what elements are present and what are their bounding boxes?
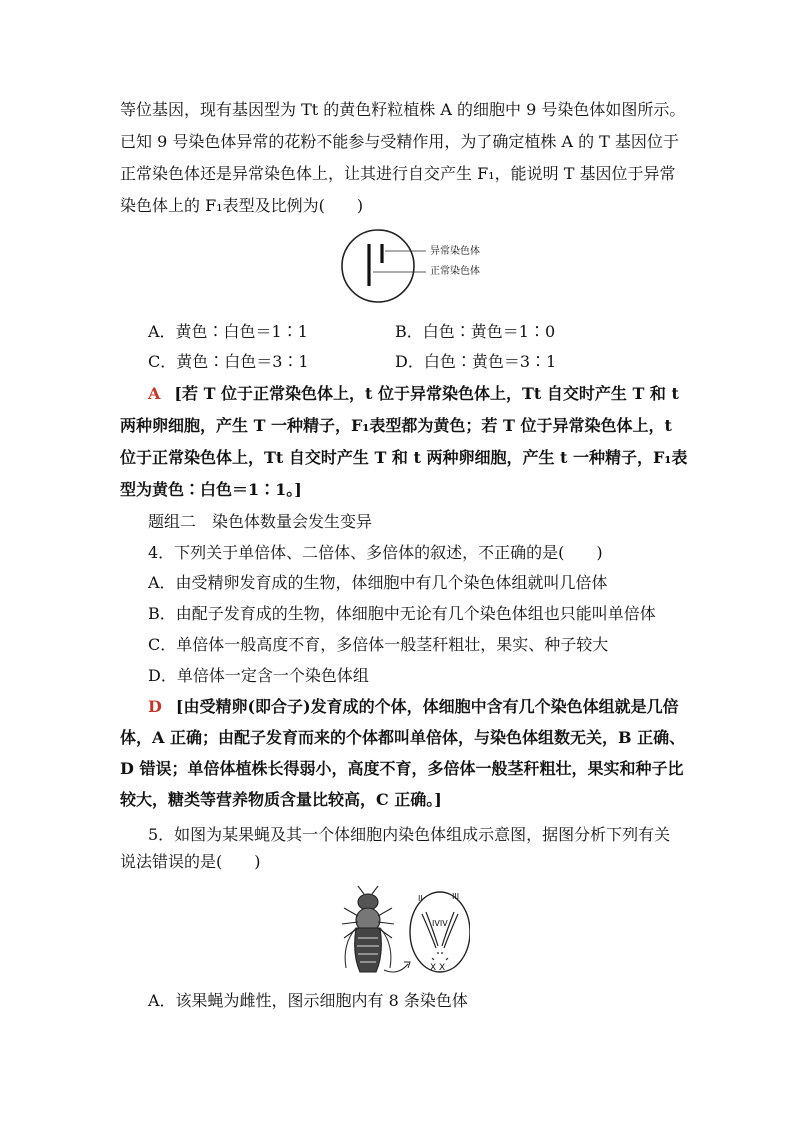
chromosome-label-ii: II [418,894,423,903]
q3-explanation-line-3: 位于正常染色体上，Tt 自交时产生 T 和 t 两种卵细胞，产生 t 一种精子，F₁表 [120,448,688,467]
q4-option-b: B．由配子发育成的生物，体细胞中无论有几个染色体组也只能叫单倍体 [148,604,656,623]
q3-answer-letter: A [148,384,161,403]
q3-explanation-line-2: 两种卵细胞，产生 T 一种精子，F₁表型都为黄色；若 T 位于异常染色体上，t [120,416,672,435]
normal-chromosome-label: 正常染色体 [430,266,480,277]
q4-explanation-line-1 [148,697,679,717]
q4-stem: 4．下列关于单倍体、二倍体、多倍体的叙述，不正确的是( ) [148,543,603,562]
q3-stem-line-2: 已知 9 号染色体异常的花粉不能参与受精作用，为了确定植株 A 的 T 基因位于 [120,132,679,151]
q4-explanation-line-2: 体，A 正确；由配子发育而来的个体都叫单倍体，与染色体组数无关，B 正确、 [120,728,686,747]
q4-explanation-text-1: [由受精卵(即合子)发育成的个体，体细胞中含有几个染色体组就是几倍 [175,697,679,716]
q3-stem-line-4: 染色体上的 F₁表型及比例为( ) [120,196,364,215]
q4-option-c: C．单倍体一般高度不育，多倍体一般茎秆粗壮，果实、种子较大 [148,635,609,654]
q3-option-c: C．黄色∶白色＝3∶1 [148,352,309,371]
q4-option-d: D．单倍体一定含一个染色体组 [148,666,369,685]
q3-stem-line-3: 正常染色体还是异常染色体上，让其进行自交产生 F₁，能说明 T 基因位于异常 [120,164,676,183]
abnormal-chromosome-label: 异常染色体 [430,246,480,257]
fruit-fly-drawing [342,886,394,972]
chromosome-label-xx: X X [430,963,446,973]
q3-explanation-line-4: 型为黄色∶白色＝1∶1。] [120,480,302,499]
q5-stem-line-1: 5．如图为某果蝇及其一个体细胞内染色体组成示意图，据图分析下列有关 [148,825,671,844]
chromosome-label-iii: III [452,892,460,901]
q3-option-a: A．黄色∶白色＝1∶1 [148,322,308,341]
q3-option-d: D．白色∶黄色＝3∶1 [395,352,557,371]
q4-explanation-line-3: D 错误；单倍体植株长得弱小，高度不育，多倍体一般茎秆粗壮，果实和种子比 [120,759,684,778]
q4-option-a: A．由受精卵发育成的生物，体细胞中有几个染色体组就叫几倍体 [148,573,608,592]
q5-stem-line-2: 说法错误的是( ) [120,852,261,871]
q5-option-a: A．该果蝇为雌性，图示细胞内有 8 条染色体 [148,991,468,1010]
pointer-arrow [384,964,408,972]
fruit-fly-figure [338,884,470,980]
q4-answer-letter: D [148,697,162,716]
chromosome-cell-figure [338,226,428,306]
q3-explanation-line-1 [148,384,679,404]
q3-explanation-text-1: [若 T 位于正常染色体上，t 位于异常染色体上，Tt 自交时产生 T 和 t [174,384,679,403]
cell-outline [342,230,414,302]
q4-explanation-line-4: 较大，糖类等营养物质含量比较高，C 正确。] [120,790,442,809]
chromosome-label-iv: IVIV [432,919,448,928]
group2-title: 题组二 染色体数量会发生变异 [148,512,373,531]
q3-stem-line-1: 等位基因，现有基因型为 Tt 的黄色籽粒植株 A 的细胞中 9 号染色体如图所示。 [120,100,686,119]
q3-option-b: B．白色∶黄色＝1∶0 [395,322,556,341]
